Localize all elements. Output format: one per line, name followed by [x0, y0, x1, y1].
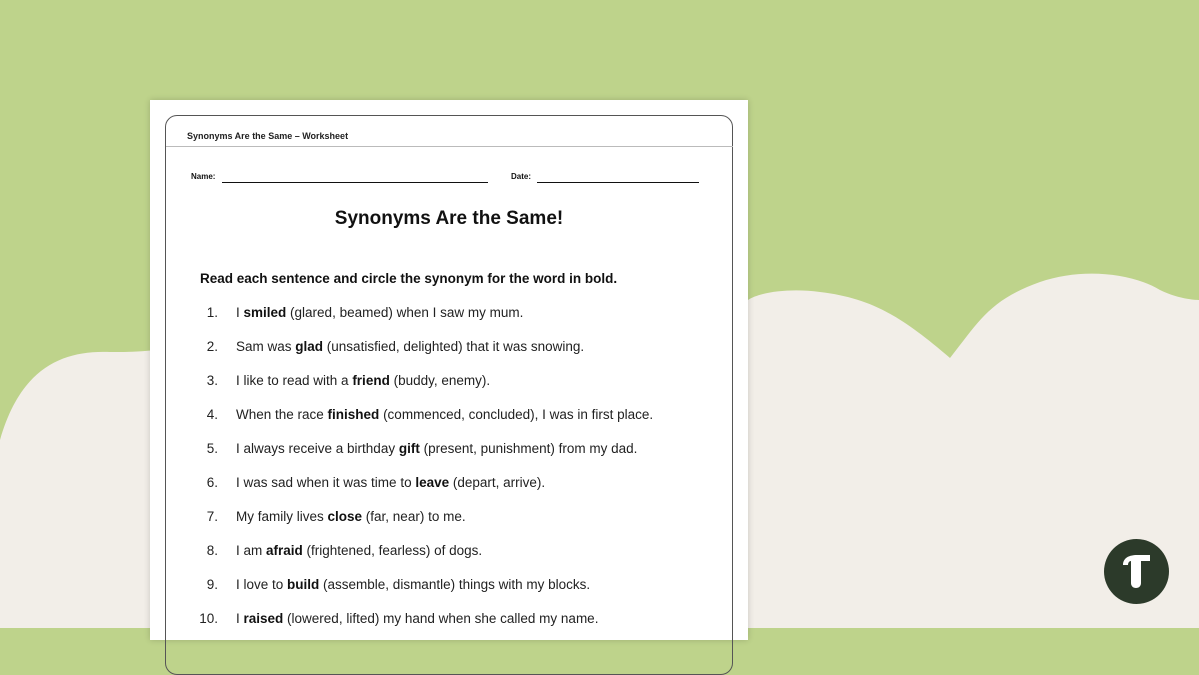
sentence-end: (frightened, fearless) of dogs.	[302, 543, 483, 558]
worksheet-title: Synonyms Are the Same!	[334, 208, 564, 229]
sentence-end: (assemble, dismantle) things with my blocks.	[319, 577, 591, 592]
question-text	[236, 475, 545, 490]
question-text	[236, 339, 584, 354]
bold-word: leave	[415, 475, 450, 490]
bold-word: glad	[295, 339, 324, 354]
question-text	[236, 611, 598, 626]
sentence-start: I love to	[236, 577, 288, 592]
sentence-start: My family lives	[236, 509, 328, 524]
question-number: 3.	[206, 373, 218, 388]
date-label: Date:	[511, 172, 532, 181]
question-number: 8.	[206, 543, 218, 558]
name-field[interactable]	[222, 182, 488, 183]
teach-starter-logo-icon[interactable]	[1104, 539, 1169, 604]
worksheet-page	[150, 100, 748, 640]
sentence-end: (lowered, lifted) my hand when she called my name.	[283, 611, 599, 626]
instructions: Read each sentence and circle the synonym for the word in bold.	[200, 271, 618, 286]
sentence-start: I was sad when it was time to	[236, 475, 416, 490]
name-label: Name:	[191, 172, 216, 181]
question-text	[236, 373, 490, 388]
question-text	[236, 577, 590, 592]
question-number: 4.	[206, 407, 218, 422]
question-text	[236, 543, 482, 558]
question-number: 9.	[206, 577, 218, 592]
question-number: 10.	[199, 611, 218, 626]
sentence-end: (commenced, concluded), I was in first place.	[379, 407, 654, 422]
question-number: 2.	[206, 339, 218, 354]
question-number: 5.	[206, 441, 218, 456]
question-text	[236, 407, 653, 422]
sentence-end: (present, punishment) from my dad.	[419, 441, 638, 456]
sentence-start: Sam was	[236, 339, 296, 354]
bold-word: finished	[327, 407, 380, 422]
question-number: 6.	[206, 475, 218, 490]
sentence-end: (buddy, enemy).	[389, 373, 491, 388]
header-divider	[166, 146, 733, 147]
question-number: 1.	[206, 305, 218, 320]
sentence-end: (depart, arrive).	[449, 475, 546, 490]
sentence-end: (glared, beamed) when I saw my mum.	[286, 305, 524, 320]
sentence-end: (unsatisfied, delighted) that it was snowing.	[323, 339, 585, 354]
bold-word: smiled	[243, 305, 287, 320]
question-text	[236, 441, 637, 456]
bold-word: gift	[398, 441, 420, 456]
bold-word: afraid	[266, 543, 303, 558]
bold-word: build	[287, 577, 320, 592]
sentence-start: I	[236, 305, 244, 320]
question-text	[236, 509, 466, 524]
sentence-start: When the race	[236, 407, 328, 422]
sentence-start: I like to read with a	[236, 373, 353, 388]
question-text	[236, 305, 523, 320]
date-field[interactable]	[537, 182, 699, 183]
worksheet-header-title: Synonyms Are the Same – Worksheet	[187, 131, 349, 141]
sentence-start: I always receive a birthday	[236, 441, 399, 456]
bold-word: close	[327, 509, 363, 524]
sentence-start: I	[236, 611, 244, 626]
bold-word: raised	[243, 611, 284, 626]
sentence-end: (far, near) to me.	[362, 509, 466, 524]
question-number: 7.	[206, 509, 218, 524]
bold-word: friend	[352, 373, 390, 388]
sentence-start: I am	[236, 543, 267, 558]
